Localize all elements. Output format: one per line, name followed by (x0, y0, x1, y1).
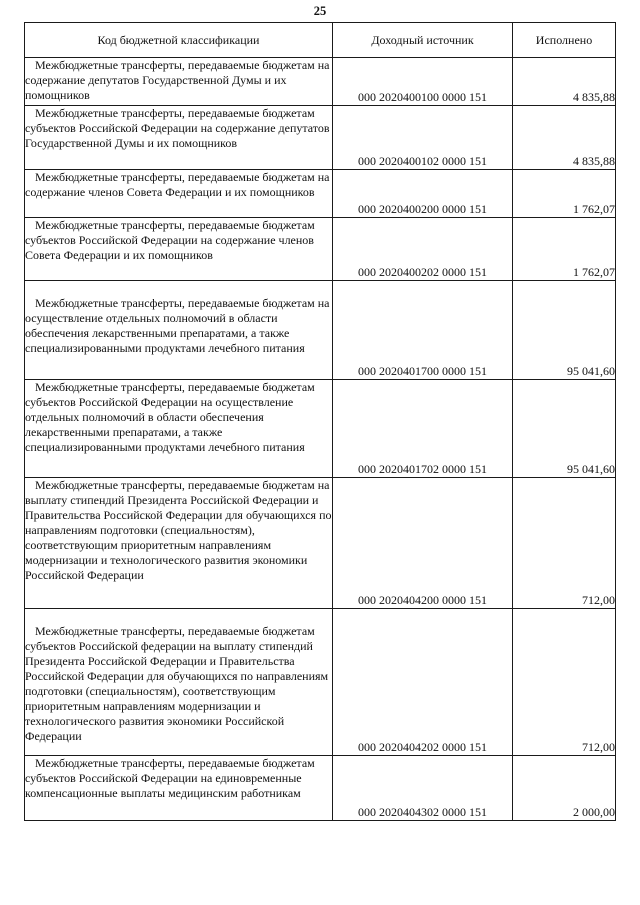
header-classification-code: Код бюджетной классификации (25, 23, 333, 58)
table-row (25, 281, 616, 380)
table-row (25, 218, 616, 281)
row-amount: 4 835,88 (513, 106, 616, 170)
row-amount: 712,00 (513, 609, 616, 756)
table-row (25, 170, 616, 218)
table-row (25, 58, 616, 106)
table-header-row (25, 23, 616, 58)
row-code: 000 2020401700 0000 151 (333, 281, 513, 380)
table-row (25, 756, 616, 821)
row-amount: 95 041,60 (513, 281, 616, 380)
table-row (25, 106, 616, 170)
row-description: Межбюджетные трансферты, передаваемые бюджетам на содержание депутатов Государственной Думы и их помощников (25, 58, 333, 106)
row-code: 000 2020404302 0000 151 (333, 756, 513, 821)
table-row (25, 478, 616, 609)
row-description: Межбюджетные трансферты, передаваемые бюджетам субъектов Российской федерации на выплату стипендий Президента Российской Федерации и Правительства Российской Федерации для обучающихся по направлениям подготовки (специальностям), соответствующим приоритетным направлениям модернизации и технологического развития экономики Российской Федерации (25, 609, 333, 756)
table-row (25, 380, 616, 478)
row-amount: 2 000,00 (513, 756, 616, 821)
table-row (25, 609, 616, 756)
budget-table (24, 22, 616, 821)
row-code: 000 2020401702 0000 151 (333, 380, 513, 478)
header-executed: Исполнено (513, 23, 616, 58)
row-code: 000 2020404200 0000 151 (333, 478, 513, 609)
header-revenue-source: Доходный источник (333, 23, 513, 58)
row-amount: 1 762,07 (513, 218, 616, 281)
row-description: Межбюджетные трансферты, передаваемые бюджетам субъектов Российской Федерации на единовременные компенсационные выплаты медицинским работникам (25, 756, 333, 821)
row-description: Межбюджетные трансферты, передаваемые бюджетам на содержание членов Совета Федерации и их помощников (25, 170, 333, 218)
row-description: Межбюджетные трансферты, передаваемые бюджетам субъектов Российской Федерации на содержание депутатов Государственной Думы и их помощников (25, 106, 333, 170)
row-description: Межбюджетные трансферты, передаваемые бюджетам на выплату стипендий Президента Российской Федерации и Правительства Российской Федерации для обучающихся по направлениям подготовки (специальностям), соответствующим приоритетным направлениям модернизации и технологического развития экономики Российской Федерации (25, 478, 333, 609)
row-code: 000 2020404202 0000 151 (333, 609, 513, 756)
row-amount: 95 041,60 (513, 380, 616, 478)
row-description: Межбюджетные трансферты, передаваемые бюджетам субъектов Российской Федерации на осуществление отдельных полномочий в области обеспечения лекарственными препаратами, а также специализированными продуктами лечебного питания (25, 380, 333, 478)
row-amount: 4 835,88 (513, 58, 616, 106)
page-number: 25 (313, 4, 327, 18)
row-amount: 1 762,07 (513, 170, 616, 218)
row-code: 000 2020400200 0000 151 (333, 170, 513, 218)
row-description: Межбюджетные трансферты, передаваемые бюджетам на осуществление отдельных полномочий в области обеспечения лекарственными препаратами, а также специализированными продуктами лечебного питания (25, 281, 333, 380)
row-code: 000 2020400102 0000 151 (333, 106, 513, 170)
row-code: 000 2020400202 0000 151 (333, 218, 513, 281)
row-code: 000 2020400100 0000 151 (333, 58, 513, 106)
row-description: Межбюджетные трансферты, передаваемые бюджетам субъектов Российской Федерации на содержание членов Совета Федерации и их помощников (25, 218, 333, 281)
row-amount: 712,00 (513, 478, 616, 609)
